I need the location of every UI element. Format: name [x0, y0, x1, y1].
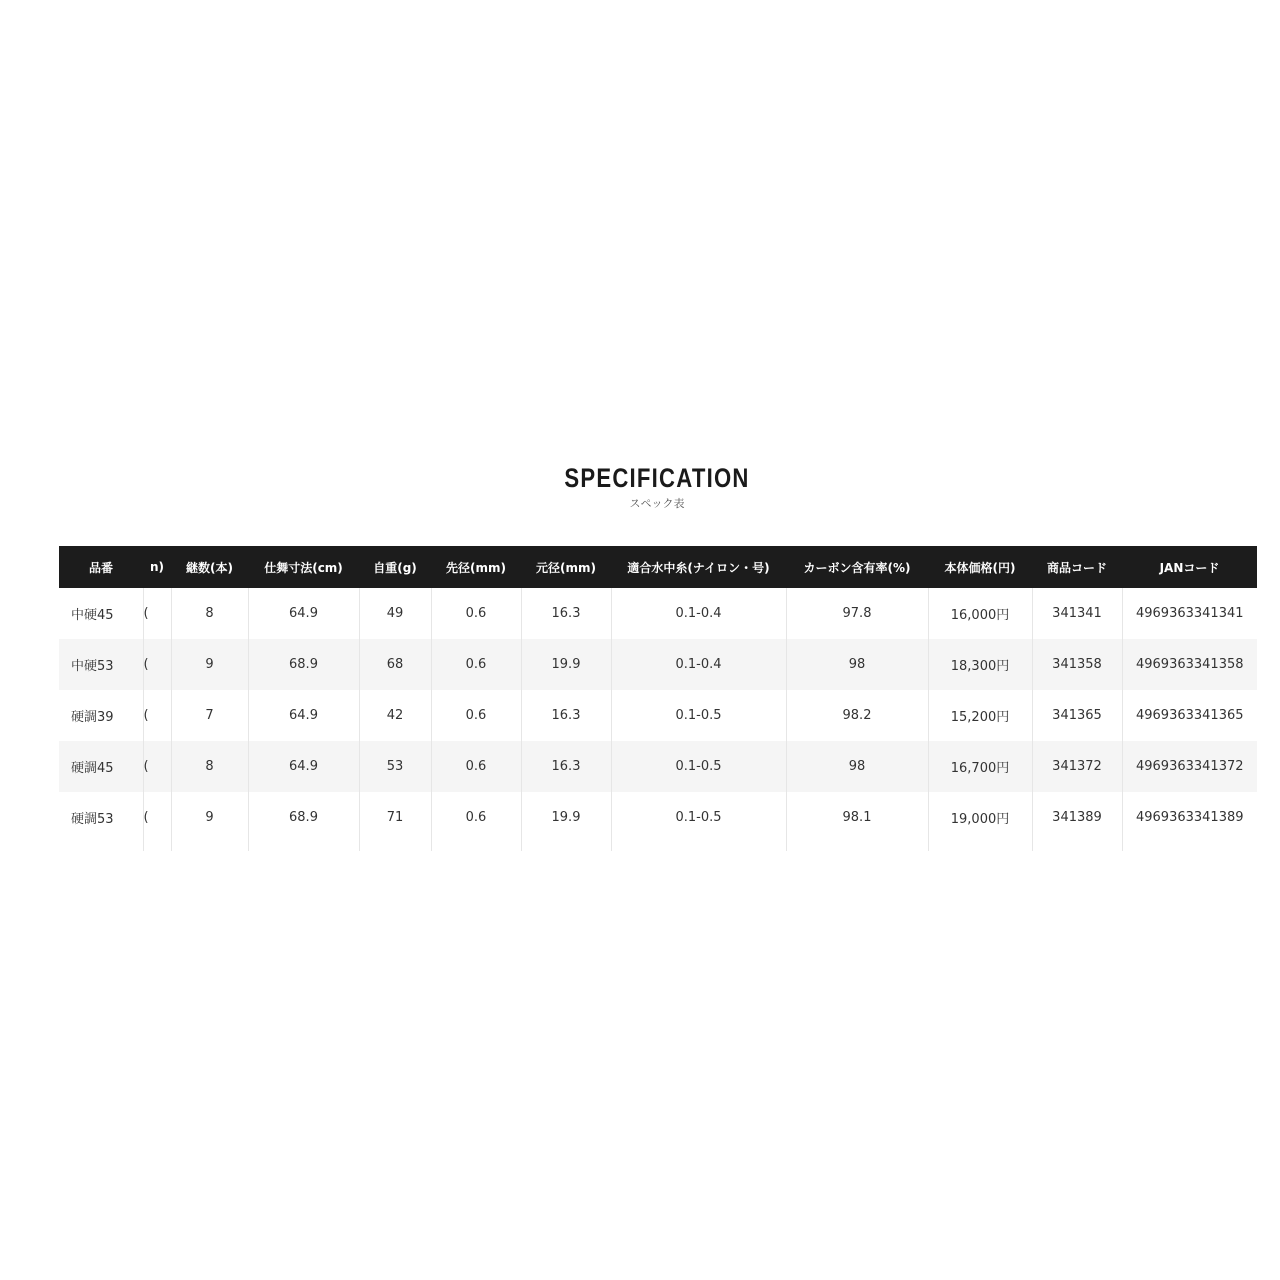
cell-butt-diameter: 19.9	[521, 792, 611, 843]
cell-line-rating: 0.1-0.5	[611, 741, 786, 792]
cell-line-rating: 0.1-0.4	[611, 588, 786, 639]
cell-line-rating: 0.1-0.4	[611, 639, 786, 690]
cell-sections: 9	[171, 639, 248, 690]
cell-line-rating: 0.1-0.5	[611, 690, 786, 741]
cell-product-code: 341372	[1032, 741, 1122, 792]
header-cell-carbon-content: カーボン含有率(%)	[786, 546, 928, 588]
cell-empty	[786, 843, 928, 851]
cell-tip-diameter: 0.6	[431, 741, 521, 792]
header-cell-weight: 自重(g)	[359, 546, 431, 588]
cell-empty	[928, 843, 1032, 851]
table-row	[59, 588, 1257, 639]
cell-weight: 71	[359, 792, 431, 843]
cell-length-clipped: )	[143, 588, 171, 639]
cell-closed-length: 64.9	[248, 588, 359, 639]
cell-sections: 8	[171, 588, 248, 639]
table-row	[59, 639, 1257, 690]
cell-sections: 9	[171, 792, 248, 843]
cell-price: 19,000円	[928, 792, 1032, 843]
spec-table-scroll-container[interactable]	[59, 546, 1257, 852]
header-cell-closed-length: 仕舞寸法(cm)	[248, 546, 359, 588]
cell-product-code: 341389	[1032, 792, 1122, 843]
cell-part-number: 硬調45	[59, 741, 143, 792]
cell-empty	[59, 843, 143, 851]
cell-closed-length: 68.9	[248, 639, 359, 690]
cell-weight: 49	[359, 588, 431, 639]
cell-price: 18,300円	[928, 639, 1032, 690]
cell-carbon-content: 98.1	[786, 792, 928, 843]
cell-closed-length: 64.9	[248, 690, 359, 741]
header-cell-sections: 継数(本)	[171, 546, 248, 588]
header-cell-line-rating: 適合水中糸(ナイロン・号)	[611, 546, 786, 588]
cell-sections: 8	[171, 741, 248, 792]
cell-part-number: 中硬53	[59, 639, 143, 690]
cell-weight: 53	[359, 741, 431, 792]
cell-product-code: 341358	[1032, 639, 1122, 690]
cell-jan-code: 4969363341341	[1122, 588, 1257, 639]
spec-subtitle: スペック表	[629, 497, 685, 510]
cell-length-clipped: )	[143, 690, 171, 741]
cell-tip-diameter: 0.6	[431, 690, 521, 741]
cell-tip-diameter: 0.6	[431, 639, 521, 690]
header-cell-product-code: 商品コード	[1032, 546, 1122, 588]
cell-empty	[359, 843, 431, 851]
cell-weight: 42	[359, 690, 431, 741]
cell-sections: 7	[171, 690, 248, 741]
cell-part-number: 硬調39	[59, 690, 143, 741]
cell-empty	[171, 843, 248, 851]
cell-carbon-content: 98	[786, 741, 928, 792]
cell-empty	[248, 843, 359, 851]
cell-closed-length: 68.9	[248, 792, 359, 843]
cell-jan-code: 4969363341358	[1122, 639, 1257, 690]
cell-empty	[143, 843, 171, 851]
cell-part-number: 中硬45	[59, 588, 143, 639]
cell-product-code: 341341	[1032, 588, 1122, 639]
cell-weight: 68	[359, 639, 431, 690]
cell-jan-code: 4969363341389	[1122, 792, 1257, 843]
cell-carbon-content: 98.2	[786, 690, 928, 741]
cell-product-code: 341365	[1032, 690, 1122, 741]
table-row	[59, 792, 1257, 843]
spec-title: SPECIFICATION	[564, 463, 750, 493]
cell-length-clipped: )	[143, 639, 171, 690]
cell-price: 15,200円	[928, 690, 1032, 741]
spec-heading	[0, 460, 1280, 511]
cell-jan-code: 4969363341365	[1122, 690, 1257, 741]
header-cell-price: 本体価格(円)	[928, 546, 1032, 588]
cell-length-clipped: )	[143, 792, 171, 843]
cell-closed-length: 64.9	[248, 741, 359, 792]
cell-price: 16,700円	[928, 741, 1032, 792]
cell-carbon-content: 98	[786, 639, 928, 690]
table-row-partial	[59, 843, 1257, 851]
table-header-row	[59, 546, 1257, 588]
cell-length-clipped: )	[143, 741, 171, 792]
header-cell-jan-code: JANコード	[1122, 546, 1257, 588]
cell-carbon-content: 97.8	[786, 588, 928, 639]
cell-jan-code: 4969363341372	[1122, 741, 1257, 792]
header-cell-tip-diameter: 先径(mm)	[431, 546, 521, 588]
table-row	[59, 690, 1257, 741]
cell-price: 16,000円	[928, 588, 1032, 639]
cell-line-rating: 0.1-0.5	[611, 792, 786, 843]
cell-empty	[431, 843, 521, 851]
cell-butt-diameter: 16.3	[521, 588, 611, 639]
cell-part-number: 硬調53	[59, 792, 143, 843]
cell-tip-diameter: 0.6	[431, 588, 521, 639]
header-cell-length-clipped: n)	[143, 546, 171, 588]
header-cell-part-number: 品番	[59, 546, 143, 588]
cell-empty	[521, 843, 611, 851]
cell-butt-diameter: 16.3	[521, 690, 611, 741]
table-row	[59, 741, 1257, 792]
cell-empty	[611, 843, 786, 851]
spec-table	[59, 546, 1257, 851]
cell-tip-diameter: 0.6	[431, 792, 521, 843]
cell-empty	[1122, 843, 1257, 851]
cell-butt-diameter: 19.9	[521, 639, 611, 690]
cell-butt-diameter: 16.3	[521, 741, 611, 792]
cell-empty	[1032, 843, 1122, 851]
header-cell-butt-diameter: 元径(mm)	[521, 546, 611, 588]
